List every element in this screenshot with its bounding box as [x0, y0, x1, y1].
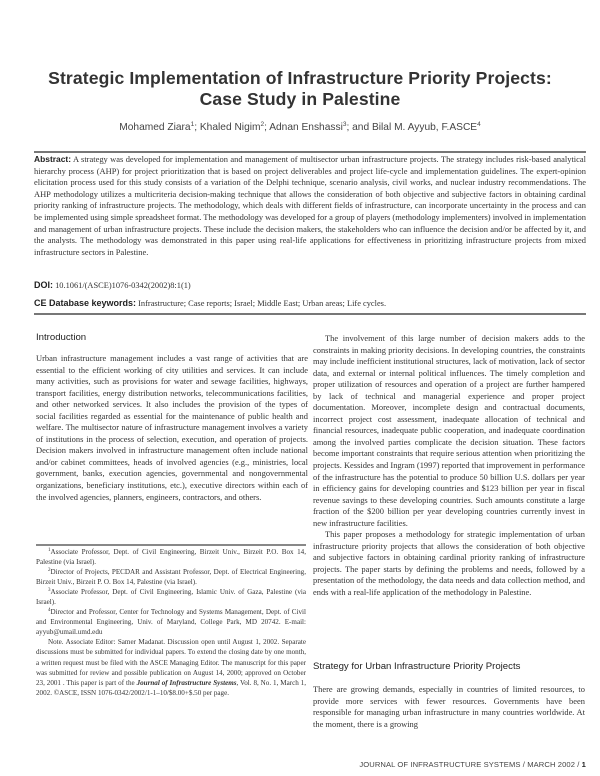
author-name: Bilal M. Ayyub, F.ASCE — [371, 122, 478, 133]
abstract-top-rule — [34, 151, 586, 153]
author-name: Mohamed Ziara — [119, 122, 191, 133]
running-footer-journal: JOURNAL OF INFRASTRUCTURE SYSTEMS / MARCH 2002 / — [359, 760, 582, 769]
strategy-paragraph-1: There are growing demands, especially in countries of limited resources, to provide more services with fewer resources. Governments have been responsible for managing urban infrastructure in many countries worldwide. At the moment, there is a growing — [313, 684, 585, 729]
note-text: Note. Associate Editor: Samer Madanat. Discussion open until August 1, 2002. Separate discussions must be submitted for individual papers. To extend the closing date by one month, a written request must be filed with the ASCE Managing Editor. The manuscript for this paper was submitted for review and possible publication on August 14, 2000; approved on October 23, 2001 . This paper is part of the — [36, 638, 306, 687]
title-line-1: Strategic Implementation of Infrastructure Priority Projects: — [48, 68, 552, 88]
intro-paragraph-3: This paper proposes a methodology for strategic implementation of urban infrastructure priority projects that allows the consideration of both objective and subjective factors in obtaining cardinal priority ranking of infrastructure projects. The paper starts by defining the problems and needs, followed by a presentation of the methodology, the data needs and data collection method, and ends with a real-life application of the methodology in Palestine. — [313, 529, 585, 598]
footnote-1 — [36, 547, 306, 567]
intro-paragraph-2: The involvement of this large number of decision makers adds to the constraints in making priority decisions. In developing countries, the constraints may include inefficient institutional structures, lack of motivation, lack of sector data, and external or internal political influences. The timely completion and proper utilization of resources and operation of a project are further hampered by lack of technical and managerial experience and proper project documentation. Moreover, incomplete design and contractual documents, incorrect project cost assessment, inadequate allocation of technical and financial resources, inadequate public cooperation, and inadequate coordination among the involved parties complicate the decision situation. These factors become important constraints that require serious attention when prioritizing the projects. Kessides and Ingram (1997) reported that improvement in performance of the infrastructure has the potential to produce 50 billion U.S. dollars per year in efficiency gains for developing countries and $123 billion per year in fiscal revenue savings to these developing countries. Such amounts constitute a large fraction of the $200 billion per year developing countries currently invest in new infrastructure facilities. — [313, 333, 585, 528]
author-separator: ; — [194, 122, 200, 133]
abstract-text: A strategy was developed for implementation and management of multisector urban infrastructure projects. The strategy includes risk-based analytical hierarchy process (AHP) for project prioritization that is based on project deliverables and project life-cycle and implementation guidelines. The expert-opinion elicitation process used for this study consists of a variation of the Delphi technique, scenario analysis, civil works, and nuclear industry recommendations. The AHP methodology utilizes a multicriteria decision-making technique that allows the consideration of both objective and subjective factors in obtaining cardinal priority ranking of infrastructure projects. The methodology, which deals with different fields of infrastructure, can incorporate uncertainty in the process and can be implemented using simple spreadsheet format. The methodology was developed for a group of players (methodology implementers) involved in implementation and management of urban infrastructure projects. These include the decision makers, the stakeholders who can influence the decision and/or be affected by it, and the analysts. The methodology was demonstrated in this paper using real-life applications for effectiveness in prioritizing infrastructure projects from mixed infrastructure sectors in Palestine. — [34, 154, 586, 257]
footnote-2 — [36, 567, 306, 587]
footnote-rule — [36, 544, 306, 546]
note-text-tail: , Vol. 8, No. 1, March 1, 2002. ©ASCE, ISSN 1076-0342/2002/1-1–10/$8.00+$.50 per page. — [36, 678, 306, 697]
footnote-4 — [36, 607, 306, 637]
right-column-body — [313, 333, 585, 599]
author-affiliation-marker: 1 — [190, 121, 195, 128]
doi-label: DOI: — [34, 280, 53, 290]
doi-line — [34, 280, 586, 290]
footnote-text: Associate Professor, Dept. of Civil Engineering, Islamic Univ. of Gaza, Palestine (via Israel). — [36, 588, 306, 607]
keywords-value: Infrastructure; Case reports; Israel; Middle East; Urban areas; Life cycles. — [138, 299, 387, 308]
footnote-text: Associate Professor, Dept. of Civil Engineering, Birzeit Univ., Birzeit P.O. Box 14, Palestine (via Israel). — [36, 548, 306, 567]
footnote-text: Director and Professor, Center for Technology and Systems Management, Dept. of Civil and Environmental Engineering, Univ. of Maryland, College Park, MD 20742. E-mail: ayyub@umail.umd.edu — [36, 608, 306, 637]
editorial-note — [36, 637, 306, 697]
abstract — [34, 154, 586, 258]
journal-name: Journal of Infrastructure Systems — [136, 678, 237, 687]
doi-value[interactable]: 10.1061/(ASCE)1076-0342(2002)8:1(1) — [55, 281, 191, 290]
author-name: Adnan Enshassi — [269, 122, 343, 133]
section-heading-strategy: Strategy for Urban Infrastructure Priority Projects — [313, 661, 521, 672]
footnote-3 — [36, 587, 306, 607]
footnote-text: Director of Projects, PECDAR and Assistant Professor, Dept. of Electrical Engineering, Birzeit Univ., Birzeit P. O. Box 14, Palestine (via Israel). — [36, 568, 306, 587]
author-affiliation-marker: 3 — [342, 121, 347, 128]
keywords-label: CE Database keywords: — [34, 298, 137, 308]
footnote-marker: 3 — [48, 588, 51, 594]
running-footer — [310, 760, 586, 769]
author-affiliation-marker: 4 — [477, 121, 481, 128]
section-heading-introduction: Introduction — [36, 332, 87, 343]
left-column-body — [36, 353, 308, 503]
header-bottom-rule — [34, 313, 586, 315]
paper-title — [20, 68, 580, 110]
footnote-marker: 4 — [48, 608, 51, 614]
intro-paragraph-1: Urban infrastructure management includes a vast range of activities that are essential to the efficient working of city utilities and services. It can include many activities, such as provisions for water and sewage facilities, highways, transport facilities, energy distribution networks, telecommunications facilities, and other networked services. It also includes the provision of the types of social facilities regarded as essential for the maintenance of public health and welfare. The multisector nature of infrastructure management involves a variety of institutions in the process of selection, execution, and operation of projects. Decision makers involved in infrastructure management often include national and/or cabinet committees, heads of involved agencies (e.g., ministries, local government, banks, execution agencies, governmental and nongovernmental organizations, beneficiary institutions, etc.), executive directors within each of the involved agencies, planners, engineers, contractors, and others. — [36, 353, 308, 502]
author-list — [20, 122, 580, 133]
footnote-marker: 2 — [48, 568, 51, 574]
author-name: Khaled Nigim — [199, 122, 261, 133]
author-separator: ; — [264, 122, 270, 133]
footnotes — [36, 547, 306, 698]
strategy-body — [313, 684, 585, 730]
abstract-label: Abstract: — [34, 154, 72, 164]
page-number: 1 — [581, 760, 586, 769]
author-affiliation-marker: 2 — [260, 121, 265, 128]
keywords-line — [34, 298, 586, 308]
footnote-marker: 1 — [48, 548, 51, 553]
title-line-2: Case Study in Palestine — [199, 89, 401, 109]
author-separator: ; and — [346, 122, 372, 133]
